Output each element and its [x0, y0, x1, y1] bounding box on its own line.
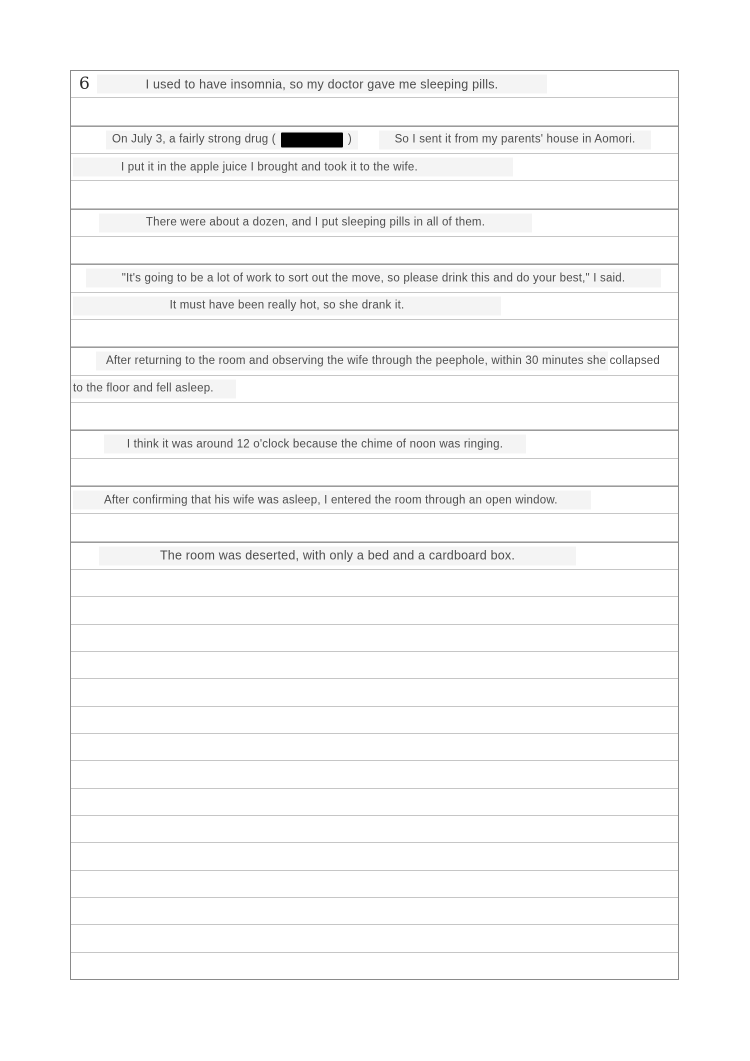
ruled-row — [71, 734, 678, 761]
highlight-box — [71, 379, 236, 398]
redaction-box — [281, 132, 343, 147]
answer-row-5 — [71, 264, 678, 292]
highlight-box — [97, 75, 547, 94]
ruled-row — [71, 925, 678, 952]
ruled-row — [71, 652, 678, 679]
ruled-row — [71, 871, 678, 898]
ruled-row — [71, 707, 678, 734]
answer-row-3 — [71, 154, 678, 181]
ruled-row — [71, 403, 678, 430]
answer-text: So I sent it from my parents' house in Aomori. — [394, 133, 636, 146]
answer-text: On July 3, a fairly strong drug ( — [112, 133, 276, 146]
ruled-row — [71, 761, 678, 788]
ruled-row — [71, 843, 678, 870]
ruled-row — [71, 98, 678, 125]
highlight-box — [106, 130, 358, 149]
answer-text: There were about a dozen, and I put sleeping pills in all of them. — [145, 216, 486, 229]
answer-text: The room was deserted, with only a bed and a cardboard box. — [159, 548, 516, 563]
ruled-row — [71, 320, 678, 347]
answer-text: to the floor and fell asleep. — [73, 382, 214, 395]
ruled-row — [71, 816, 678, 843]
answer-row-6 — [71, 293, 678, 320]
ruled-row — [71, 679, 678, 706]
answer-row-9 — [71, 430, 678, 458]
answer-text: "It's going to be a lot of work to sort out the move, so please drink this and do your best," I said. — [121, 272, 626, 285]
highlight-box — [73, 296, 501, 315]
ruled-row — [71, 953, 678, 979]
ruled-row — [71, 597, 678, 624]
answer-text: I think it was around 12 o'clock because the chime of noon was ringing. — [126, 438, 504, 451]
ruled-row — [71, 181, 678, 208]
answer-text: After confirming that his wife was asleep, I entered the room through an open window. — [104, 494, 558, 507]
answer-text: I put it in the apple juice I brought and took it to the wife. — [121, 161, 418, 174]
answer-row-2 — [71, 126, 678, 154]
highlight-box — [73, 158, 513, 177]
ruled-row — [71, 570, 678, 597]
ruled-row — [71, 514, 678, 541]
answer-sheet — [70, 70, 679, 980]
ruled-row — [71, 898, 678, 925]
answer-text: I used to have insomnia, so my doctor gave me sleeping pills. — [145, 77, 499, 92]
answer-row-1 — [71, 71, 678, 98]
answer-text: ) — [347, 133, 352, 146]
highlight-box — [73, 491, 591, 510]
ruled-row — [71, 789, 678, 816]
ruled-row — [71, 459, 678, 486]
answer-text: It must have been really hot, so she drank it. — [169, 299, 405, 312]
ruled-row — [71, 237, 678, 264]
answer-row-7 — [71, 347, 678, 375]
item-number: 6 — [79, 74, 90, 95]
ruled-row — [71, 625, 678, 652]
highlight-box — [86, 269, 661, 288]
highlight-box — [99, 546, 576, 565]
answer-text: After returning to the room and observing the wife through the peephole, within 30 minutes she collapsed — [106, 355, 660, 368]
highlight-box — [379, 130, 651, 149]
answer-row-4 — [71, 209, 678, 237]
answer-row-11 — [71, 542, 678, 570]
answer-row-10 — [71, 486, 678, 514]
highlight-box — [104, 435, 526, 454]
highlight-box — [99, 213, 532, 232]
answer-row-8 — [71, 376, 678, 403]
